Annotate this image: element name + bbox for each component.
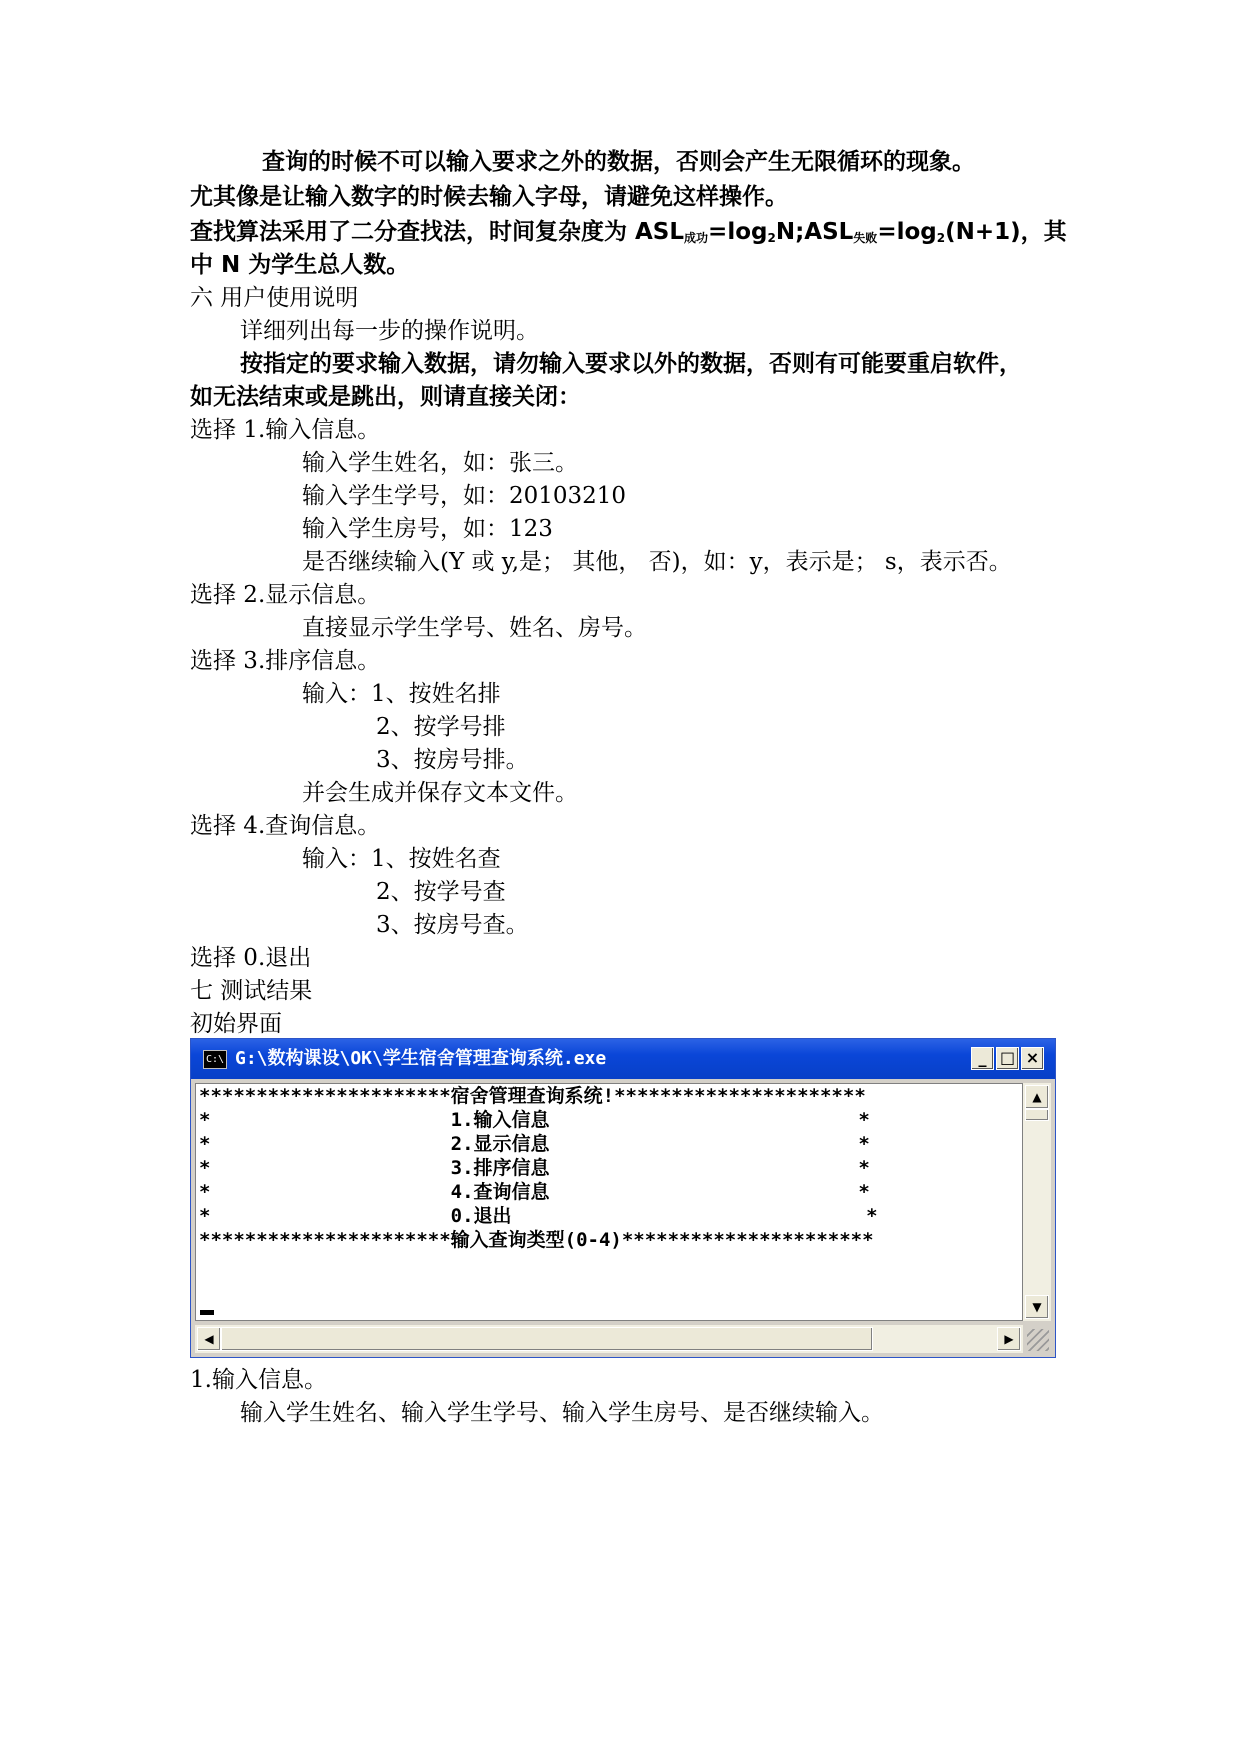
option-detail: 输入学生学号，如：20103210: [302, 483, 627, 509]
scroll-up-icon[interactable]: ▲: [1025, 1085, 1049, 1109]
text-run: =log: [877, 219, 937, 245]
console-output[interactable]: [195, 1083, 1023, 1321]
option-detail: 并会生成并保存文本文件。: [302, 780, 578, 806]
option-detail: 输入：1、按姓名查: [302, 846, 501, 872]
console-line: * 1.输入信息 *: [199, 1109, 870, 1131]
subscript: 2: [936, 231, 946, 245]
paragraph-line: 初始界面: [190, 1011, 282, 1037]
complexity-line: [190, 217, 1067, 253]
option-detail: 直接显示学生学号、姓名、房号。: [302, 615, 647, 641]
text-run: =log: [708, 219, 768, 245]
paragraph-line: 如无法结束或是跳出，则请直接关闭：: [190, 384, 581, 410]
scroll-left-icon[interactable]: ◀: [197, 1327, 221, 1351]
option-detail: 2、按学号查: [376, 879, 506, 905]
option-line: 选择 3.排序信息。: [190, 648, 381, 674]
option-line: 选择 4.查询信息。: [190, 813, 381, 839]
option-detail: 输入学生房号，如：123: [302, 516, 553, 542]
option-detail: 输入学生姓名，如：张三。: [302, 450, 578, 476]
horizontal-scrollbar[interactable]: [195, 1325, 1023, 1353]
console-app-icon[interactable]: C:\: [203, 1050, 227, 1069]
console-window: [190, 1038, 1056, 1358]
option-line: 选择 0.退出: [190, 945, 312, 971]
option-detail: 3、按房号排。: [376, 747, 529, 773]
console-line: * 2.显示信息 *: [199, 1133, 870, 1155]
subscript: 失败: [853, 231, 878, 245]
horizontal-scroll-thumb[interactable]: [221, 1327, 873, 1351]
section-heading: 六 用户使用说明: [190, 285, 359, 311]
option-line: 选择 1.输入信息。: [190, 417, 381, 443]
paragraph-line: 尤其像是让输入数字的时候去输入字母，请避免这样操作。: [190, 184, 788, 210]
paragraph-line: 1.输入信息。: [190, 1367, 327, 1393]
subscript: 成功: [684, 231, 709, 245]
title-bar[interactable]: [191, 1039, 1055, 1079]
paragraph-line: 中 N 为学生总人数。: [190, 252, 410, 278]
vertical-scroll-thumb[interactable]: [1025, 1109, 1049, 1121]
paragraph-line: 详细列出每一步的操作说明。: [240, 318, 539, 344]
option-detail: 2、按学号排: [376, 714, 506, 740]
text-run: 查找算法采用了二分查找法，时间复杂度为 ASL: [190, 219, 685, 245]
console-line: * 0.退出 *: [199, 1205, 878, 1227]
subscript: 2: [767, 231, 776, 245]
resize-grip-icon[interactable]: [1027, 1329, 1049, 1351]
minimize-button[interactable]: _: [971, 1047, 994, 1070]
paragraph-line: 输入学生姓名、输入学生学号、输入学生房号、是否继续输入。: [240, 1400, 884, 1426]
text-run: (N+1)，其: [945, 219, 1067, 245]
paragraph-line: 查询的时候不可以输入要求之外的数据，否则会产生无限循环的现象。: [262, 149, 975, 175]
window-title: G:\数构课设\OK\学生宿舍管理查询系统.exe: [235, 1048, 607, 1069]
option-detail: 是否继续输入(Y 或 y,是； 其他， 否)，如：y，表示是； s，表示否。: [302, 549, 1012, 575]
vertical-scrollbar[interactable]: [1023, 1083, 1051, 1321]
text-run: N;ASL: [775, 219, 854, 245]
console-line: * 3.排序信息 *: [199, 1157, 870, 1179]
paragraph-line: 按指定的要求输入数据，请勿输入要求以外的数据，否则有可能要重启软件，: [240, 351, 1022, 377]
console-line: **********************宿舍管理查询系统!**********************: [199, 1085, 866, 1107]
text-cursor: [200, 1310, 214, 1315]
console-line: * 4.查询信息 *: [199, 1181, 870, 1203]
option-detail: 3、按房号查。: [376, 912, 529, 938]
scroll-right-icon[interactable]: ▶: [997, 1327, 1021, 1351]
scroll-down-icon[interactable]: ▼: [1025, 1295, 1049, 1319]
maximize-button[interactable]: □: [996, 1047, 1019, 1070]
close-button[interactable]: ×: [1021, 1047, 1044, 1070]
option-line: 选择 2.显示信息。: [190, 582, 381, 608]
console-line: **********************输入查询类型(0-4)**********************: [199, 1229, 874, 1251]
section-heading: 七 测试结果: [190, 978, 313, 1004]
option-detail: 输入：1、按姓名排: [302, 681, 501, 707]
